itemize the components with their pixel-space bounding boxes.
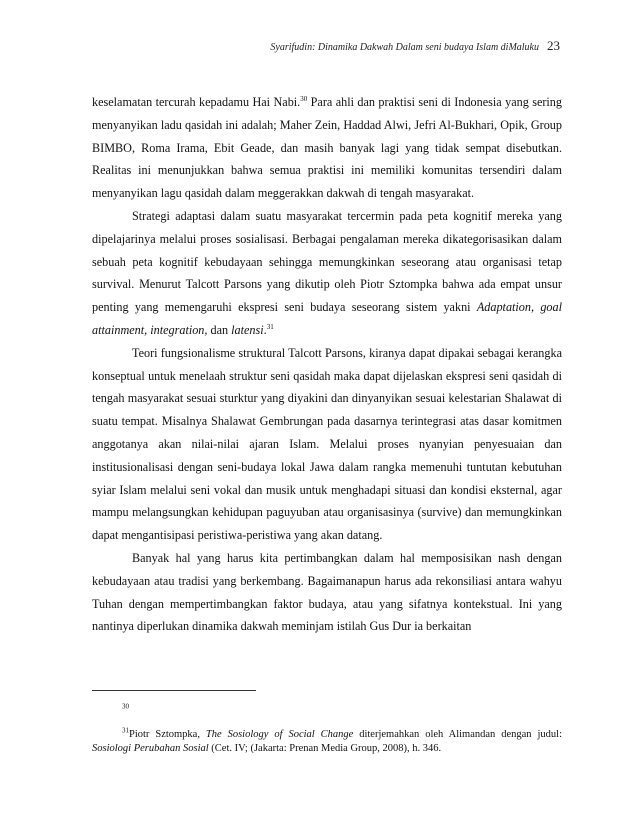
paragraph-2 — [92, 205, 562, 342]
footnote-31-author: Piotr Sztompka, — [129, 729, 206, 740]
page-number: 23 — [547, 38, 560, 53]
paragraph-1 — [92, 91, 562, 205]
term-adaptation-goal: Adaptation, goal attainment — [92, 300, 562, 337]
running-title: Syarifudin: Dinamika Dakwah Dalam seni budaya Islam diMaluku — [270, 42, 539, 53]
paragraph-4: Banyak hal yang harus kita pertimbangkan dalam hal memposisikan nash dengan kebudayaan atau tradisi yang berkembang. Bagaimanapun harus ada rekonsiliasi antara wahyu Tuhan dengan mempertimbangkan faktor budaya, atau yang sifatnya kontekstual. Ini yang nantinya diperlukan dinamika dakwah meminjam istilah Gus Dur ia berkaitan — [92, 550, 562, 634]
term-separator: , — [144, 322, 151, 337]
footnote-31-number: 31 — [122, 726, 129, 735]
footnote-30-number: 30 — [122, 702, 129, 711]
footnote-ref-31[interactable]: 31 — [266, 322, 274, 331]
footnotes — [92, 704, 562, 756]
footnote-separator — [92, 690, 256, 691]
term-latensi: latensi — [231, 322, 264, 337]
paragraph-1-text-a: keselamatan tercurah kepadamu Hai Nabi. — [92, 95, 301, 109]
paragraph-1-text-b: Para ahli dan praktisi seni di Indonesia yang sering menyanyikan ladu qasidah ini adalah; Maher Zein, Haddad Alwi, Jefri Al-Bukhari, Opik, Group BIMBO, Roma Irama, Ebit Geade, dan masih banyak lagi yang tidak sempat disebutkan. Realitas ini menunjukkan bahwa semua praktisi ini memiliki komunitas tersendiri dalam menyanyikan lagu qasidah dalam meggerakkan dakwah di tengah masyarakat. — [92, 95, 562, 201]
footnote-31 — [92, 728, 562, 756]
footnote-30 — [92, 704, 562, 718]
footnote-31-title-translation: Sosiologi Perubahan Sosial — [92, 743, 209, 754]
footnote-31-title-original: The Sosiology of Social Change — [205, 729, 354, 740]
footnote-ref-30[interactable]: 30 — [300, 94, 308, 103]
term-integration: integration — [150, 322, 205, 337]
footnote-31-text-b: (Cet. IV; (Jakarta: Prenan Media Group, 2008), h. 346. — [208, 743, 442, 754]
paragraph-3: Teori fungsionalisme struktural Talcott Parsons, kiranya dapat dipakai sebagai kerangka konseptual untuk menelaah struktur seni qasidah maka dapat dijelaskan ekspresi seni qasidah di tengah masyarakat sesuai sturktur yang diyakini dan dinyanyikan sesuai kelestarian Shalawat di suatu tempat. Misalnya Shalawat Gembrungan pada dasarnya terintegrasi atas dasar komitmen anggotanya akan nilai-nilai ajaran Islam. Melalui proses nyanyian penyesuaian dan institusionalisasi dengan seni-budaya lokal Jawa dalam rangka memenuhi tuntutan kebutuhan syiar Islam melalui seni vokal dan musik untuk menghadapi situasi dan kondisi eksternal, agar mampu melangsungkan kehidupan paguyuban atau organisasinya (survive) dan memungkinkan dapat mengantisipasi peristiwa-peristiwa yang akan datang. — [92, 345, 562, 543]
footnote-31-text-a: diterjemahkan oleh Alimandan dengan judul: — [353, 729, 562, 740]
paragraph-2-text-c: . — [263, 322, 267, 337]
paragraph-2-text-a: Strategi adaptasi dalam suatu masyarakat tercermin pada peta kognitif mereka yang dipelajarinya melalui proses sosialisasi. Berbagai pengalaman mereka dikategorisasikan dalam sebuah peta kognitif kebudayaan sehingga memungkinkan seseorang atau organisasi tetap survival. Menurut Talcott Parsons yang dikutip oleh Piotr Sztompka bahwa ada empat unsur penting yang memengaruhi ekspresi seni budaya seseorang sistem yakni — [92, 208, 562, 315]
running-header — [270, 38, 560, 54]
paragraph-2-text-b: , dan — [204, 322, 232, 337]
main-text — [92, 91, 562, 638]
